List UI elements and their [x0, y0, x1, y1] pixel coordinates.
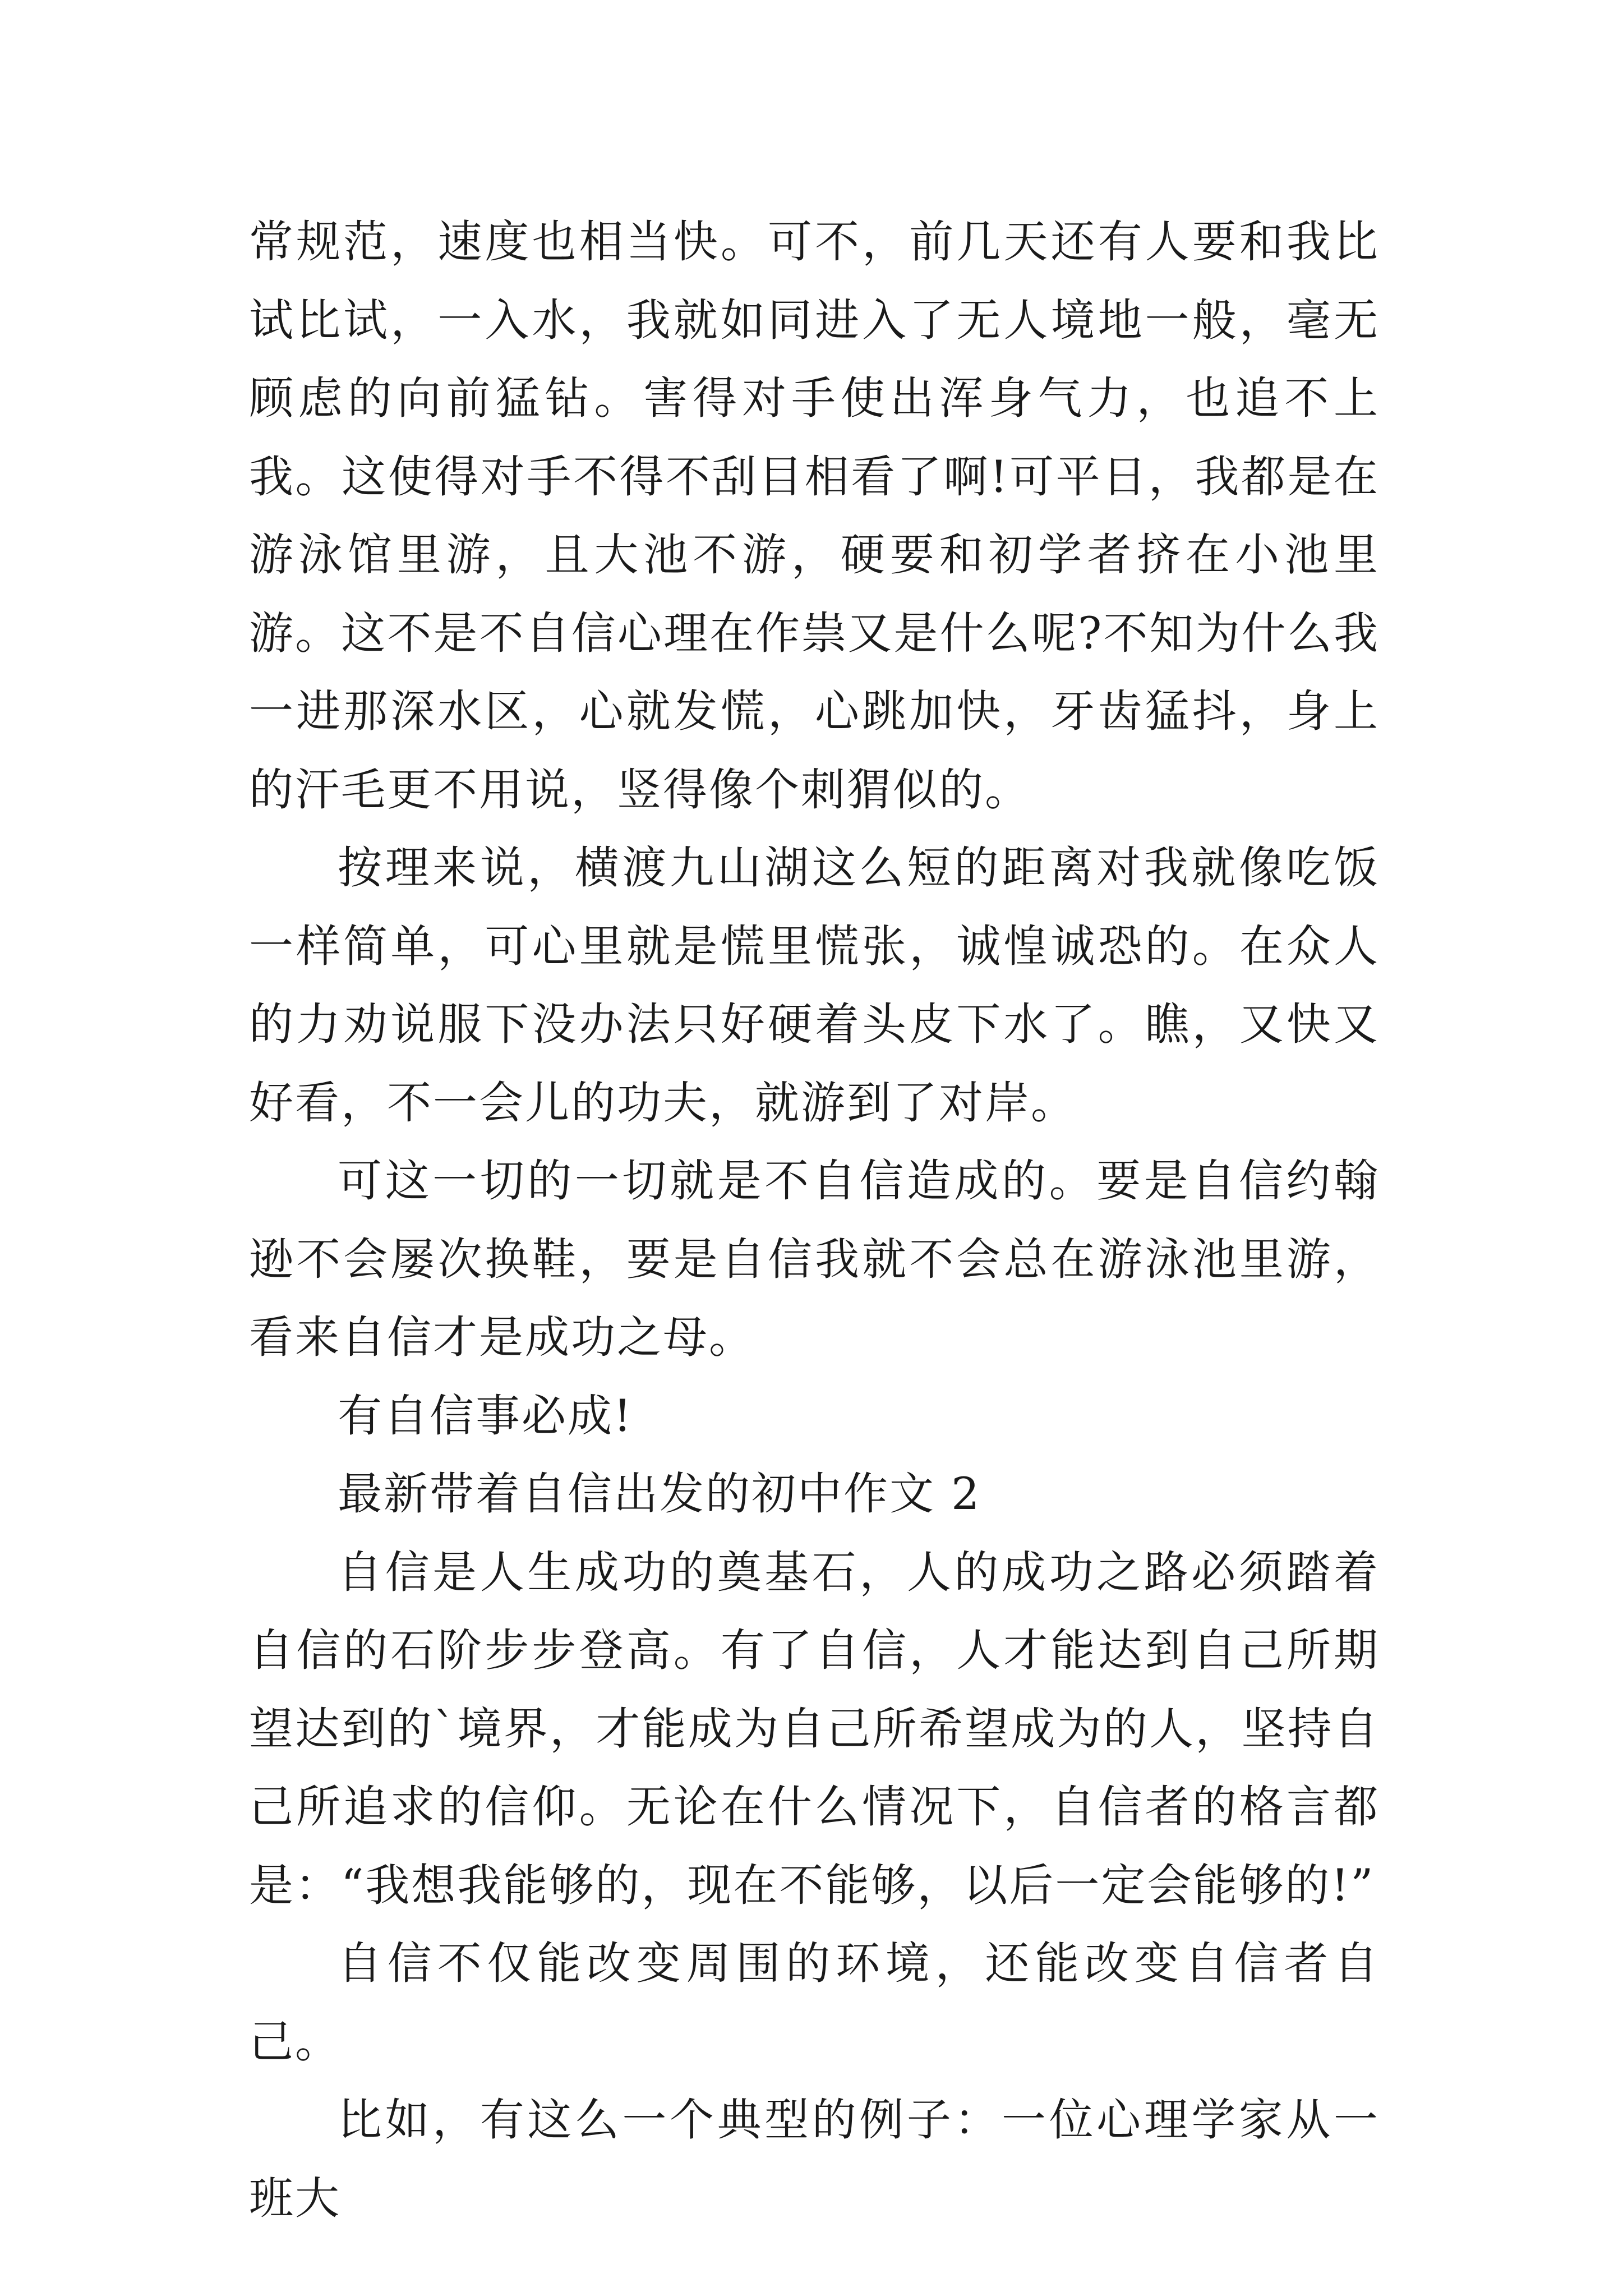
section-title: 最新带着自信出发的初中作文 2	[338, 1468, 981, 1520]
paragraph: 可这一切的一切就是不自信造成的。要是自信约翰逊不会屡次换鞋，要是自信我就不会总在游泳池里游，看来自信才是成功之母。	[249, 1155, 1380, 1363]
paragraph: 自信是人生成功的奠基石，人的成功之路必须踏着自信的石阶步步登高。有了自信，人才能达到自己所期望达到的`境界，才能成为自己所希望成为的人，坚持自己所追求的信仰。无论在什么情况下，自信者的格言都是：“我想我能够的，现在不能够，以后一定会能够的!”	[249, 1546, 1380, 1911]
paragraph: 按理来说，横渡九山湖这么短的距离对我就像吃饭一样简单，可心里就是慌里慌张，诚惶诚恐的。在众人的力劝说服下没办法只好硬着头皮下水了。瞧，又快又好看，不一会儿的功夫，就游到了对岸。	[249, 842, 1380, 1129]
document-body	[249, 203, 1380, 2238]
paragraph: 常规范，速度也相当快。可不，前几天还有人要和我比试比试，一入水，我就如同进入了无人境地一般，毫无顾虑的向前猛钻。害得对手使出浑身气力，也追不上我。这使得对手不得不刮目相看了啊!可平日，我都是在游泳馆里游，且大池不游，硬要和初学者挤在小池里游。这不是不自信心理在作祟又是什么呢?不知为什么我一进那深水区，心就发慌，心跳加快，牙齿猛抖，身上的汗毛更不用说，竖得像个刺猬似的。	[249, 216, 1380, 816]
paragraph: 比如，有这么一个典型的例子：一位心理学家从一班大	[249, 2094, 1380, 2224]
paragraph: 有自信事必成!	[338, 1389, 633, 1442]
paragraph: 自信不仅能改变周围的环境，还能改变自信者自己。	[249, 1938, 1380, 2068]
